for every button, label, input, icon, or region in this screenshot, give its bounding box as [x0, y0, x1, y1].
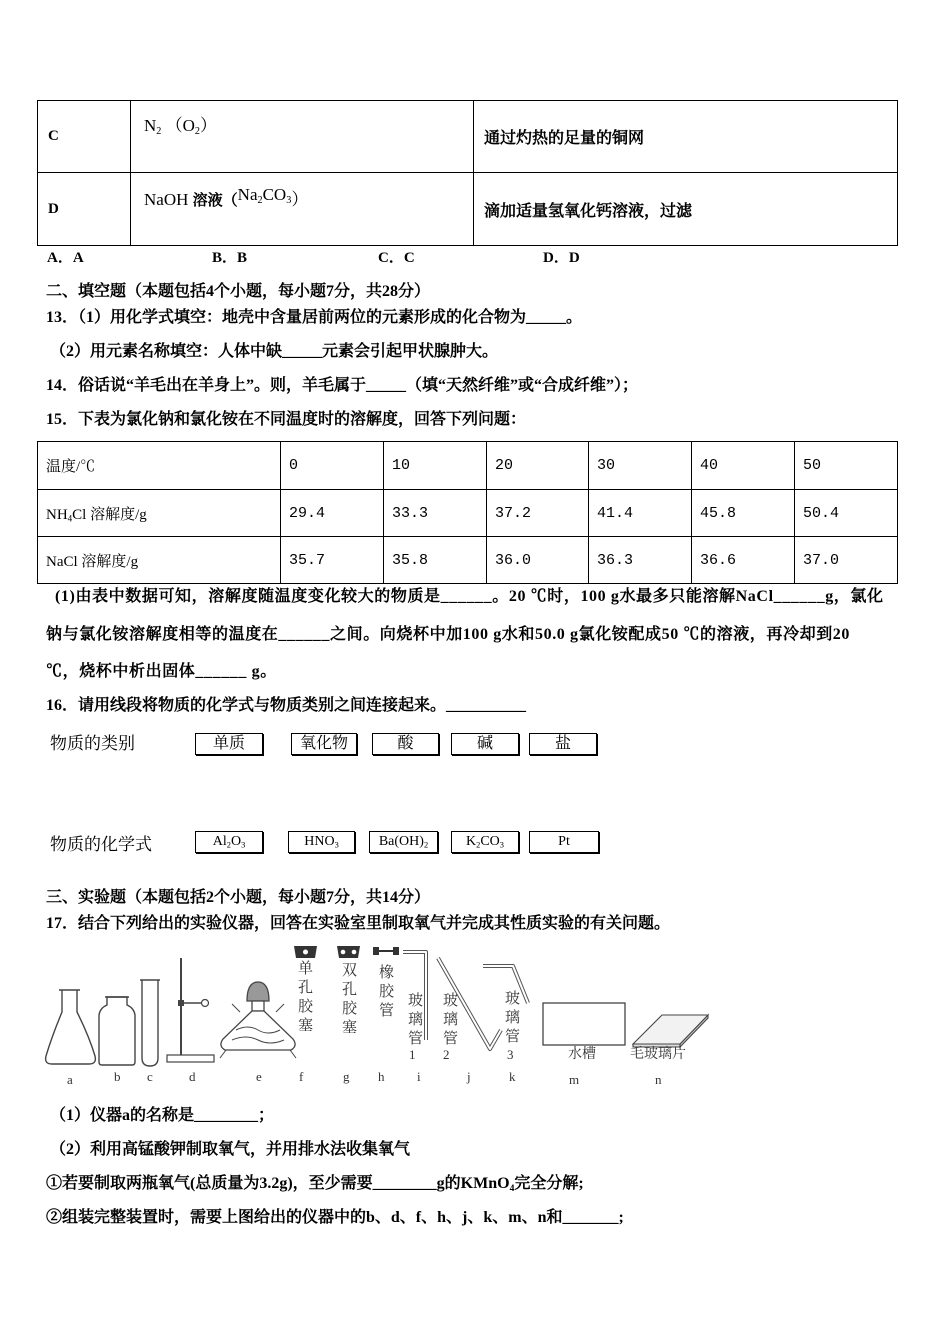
apparatus-letter-i: i: [417, 1069, 421, 1084]
solubility-cell: 36.0: [487, 537, 589, 584]
glass-tube-3-number: 3: [507, 1047, 514, 1062]
glass-tube-3-label: 玻璃管: [503, 990, 519, 1047]
temperature-cell: 20: [487, 442, 589, 490]
nacl-label: NaCl 溶解度/g: [38, 537, 281, 584]
formula-part: ）: [200, 116, 217, 135]
category-box-oxide: 氧化物: [291, 733, 357, 755]
formula-subscript: 2: [226, 840, 231, 850]
method-cell: 通过灼热的足量的铜网: [474, 101, 898, 173]
method-cell: 滴加适量氢氧化钙溶液，过滤: [474, 173, 898, 246]
q17-part1: （1）仪器a的名称是________；: [50, 1107, 275, 1124]
formula-part: Pt: [558, 834, 570, 849]
temperature-row: [38, 442, 898, 490]
glass-tube-2-number: 2: [443, 1047, 450, 1062]
formula-part: CO: [262, 185, 287, 204]
formula-box-baoh2: [369, 831, 438, 853]
formula-part: Ba(OH): [378, 834, 424, 849]
rubber-tube-label: 橡胶管: [377, 964, 393, 1021]
formula-part: ）: [291, 190, 309, 209]
chemical-formula: [144, 116, 217, 138]
solubility-cell: 35.7: [281, 537, 384, 584]
label-part: Cl 溶解度/g: [72, 506, 147, 523]
two-hole-stopper-icon: [337, 946, 360, 958]
formula-part: （: [165, 116, 183, 135]
temperature-cell: 30: [589, 442, 692, 490]
solubility-cell: 50.4: [795, 490, 898, 537]
category-box-element: 单质: [195, 733, 263, 755]
formula-part: O: [230, 834, 242, 849]
label-part: NH: [46, 506, 68, 523]
section2-heading: 二、填空题（本题包括4个小题，每小题7分，共28分）: [46, 283, 431, 300]
temperature-label: 温度/℃: [38, 442, 281, 490]
q15-line-3: ℃，烧杯中析出固体______ g。: [46, 663, 277, 680]
q17-part3-text: ①若要制取两瓶氧气(总质量为3.2g)，至少需要________g的KMnO: [46, 1175, 510, 1192]
temperature-cell: 0: [281, 442, 384, 490]
option-label: D: [38, 173, 131, 246]
temperature-cell: 10: [384, 442, 487, 490]
apparatus-letter-c: c: [147, 1069, 153, 1084]
formula-subscript: 3: [334, 840, 339, 850]
apparatus-letter-m: m: [569, 1072, 580, 1087]
temperature-cell: 40: [692, 442, 795, 490]
formula-part: NaOH: [144, 190, 189, 209]
formula-part: CO: [480, 834, 500, 849]
formula-subscript: 2: [156, 126, 162, 138]
formula-subscript: 2: [476, 840, 481, 850]
category-box-salt: 盐: [529, 733, 597, 755]
formula-part: 溶液: [192, 193, 223, 209]
q17-stem: 17．结合下列给出的实验仪器，回答在实验室里制取氧气并完成其性质实验的有关问题。: [46, 915, 671, 932]
formula-box-pt: [529, 831, 599, 853]
category-box-base: 碱: [451, 733, 519, 755]
apparatus-letter-g: g: [343, 1069, 350, 1084]
solubility-cell: 29.4: [281, 490, 384, 537]
formula-subscript: 3: [499, 840, 504, 850]
substance-cell: [131, 173, 474, 246]
formula-subscript: 3: [241, 840, 246, 850]
formula-subscript: 2: [194, 126, 200, 138]
apparatus-letter-j: j: [467, 1069, 471, 1084]
one-hole-stopper-icon: [294, 946, 317, 958]
formula-subscript: 2: [423, 840, 429, 850]
categories-label: 物质的类别: [50, 734, 135, 753]
apparatus-letter-d: d: [189, 1069, 196, 1084]
formula-part: （: [222, 193, 238, 209]
one-hole-stopper-label: 单孔胶塞: [296, 960, 312, 1036]
formula-box-hno3: [288, 831, 355, 853]
option-label: C: [38, 101, 131, 173]
two-hole-stopper-label: 双孔胶塞: [340, 962, 356, 1038]
solubility-cell: 37.2: [487, 490, 589, 537]
purification-options-table: [37, 100, 898, 246]
category-box-acid: 酸: [372, 733, 439, 755]
option-row-d: [38, 173, 898, 246]
apparatus-letter-n: n: [655, 1072, 662, 1087]
solubility-cell: 41.4: [589, 490, 692, 537]
choice-b: B．B: [212, 250, 248, 266]
solubility-cell: 35.8: [384, 537, 487, 584]
formulas-label: 物质的化学式: [50, 835, 152, 854]
q13-part1: 13．（1）用化学式填空：地壳中含量居前两位的元素形成的化合物为_____。: [46, 309, 583, 326]
glass-plate-label: 毛玻璃片: [630, 1047, 686, 1062]
q15-stem: 15．下表为氯化钠和氯化铵在不同温度时的溶解度，回答下列问题：: [46, 411, 527, 428]
q16-stem: 16．请用线段将物质的化学式与物质类别之间连接起来。__________: [46, 697, 527, 714]
q17-part2: （2）利用高锰酸钾制取氧气，并用排水法收集氧气: [50, 1141, 411, 1158]
nh4cl-label: [38, 490, 281, 537]
solubility-table: [37, 441, 898, 584]
formula-part: O: [182, 116, 195, 135]
nh4cl-row: [38, 490, 898, 537]
rubber-tube-icon: [373, 947, 399, 955]
wide-mouth-bottle-icon: [99, 997, 135, 1065]
q17-part3-text: 完全分解;: [514, 1175, 584, 1192]
formula-part: K: [466, 834, 477, 849]
q14-text: 14．俗话说“羊毛出在羊身上”。则，羊毛属于_____（填“天然纤维”或“合成纤维”）；: [46, 377, 639, 394]
option-row-c: [38, 101, 898, 173]
apparatus-letter-a: a: [67, 1072, 73, 1087]
water-trough-icon: [543, 1003, 625, 1045]
formula-part: Na: [237, 185, 258, 204]
formula-part: N: [144, 116, 157, 135]
choice-c: C．C: [378, 250, 415, 266]
alcohol-lamp-icon: [220, 982, 296, 1058]
q17-part4: ②组装完整装置时，需要上图给出的仪器中的b、d、f、h、j、k、m、n和_______;: [46, 1209, 624, 1226]
nacl-row: [38, 537, 898, 584]
iron-stand-icon: [167, 958, 214, 1062]
solubility-cell: 33.3: [384, 490, 487, 537]
glass-tube-1-label: 玻璃管: [406, 992, 422, 1049]
apparatus-letter-h: h: [378, 1069, 385, 1084]
water-trough-label: 水槽: [568, 1047, 596, 1062]
apparatus-letter-b: b: [114, 1069, 121, 1084]
glass-tube-1-number: 1: [409, 1047, 416, 1062]
label-subscript: 4: [67, 513, 73, 524]
formula-part: HNO: [304, 834, 335, 849]
formula-subscript: 3: [286, 195, 292, 207]
conical-flask-icon: [46, 990, 96, 1064]
choice-a: A．A: [47, 250, 84, 266]
solubility-cell: 45.8: [692, 490, 795, 537]
solubility-cell: 36.6: [692, 537, 795, 584]
apparatus-letter-e: e: [256, 1069, 262, 1084]
solubility-cell: 37.0: [795, 537, 898, 584]
choice-d: D．D: [543, 250, 580, 266]
formula-box-al2o3: [195, 831, 263, 853]
q15-line-2: 钠与氯化铵溶解度相等的温度在______之间。向烧杯中加100 g水和50.0 g氯化铵配成50 ℃的溶液，再冷却到20: [46, 626, 851, 643]
substance-cell: [131, 101, 474, 173]
apparatus-letter-k: k: [509, 1069, 516, 1084]
formula-subscript: 2: [257, 195, 263, 207]
impurity-formula: [237, 185, 292, 207]
solubility-cell: 36.3: [589, 537, 692, 584]
q13-part2: （2）用元素名称填空：人体中缺_____元素会引起甲状腺肿大。: [50, 343, 499, 360]
temperature-cell: 50: [795, 442, 898, 490]
formula-box-k2co3: [451, 831, 519, 853]
q15-line-1: (1)由表中数据可知，溶解度随温度变化较大的物质是______。20 ℃时，100 g水最多只能溶解NaCl______g，氯化: [55, 588, 884, 605]
formula-part: Al: [212, 834, 227, 849]
q17-part3: [46, 1174, 584, 1194]
ground-glass-plate-icon: [633, 1015, 708, 1047]
chemical-formula: [144, 185, 309, 209]
formula-subscript: 4: [509, 1182, 515, 1194]
test-tube-icon: [140, 980, 160, 1066]
glass-tube-2-label: 玻璃管: [441, 992, 457, 1049]
section3-heading: 三、实验题（本题包括2个小题，每小题7分，共14分）: [46, 889, 431, 906]
apparatus-letter-f: f: [299, 1069, 304, 1084]
